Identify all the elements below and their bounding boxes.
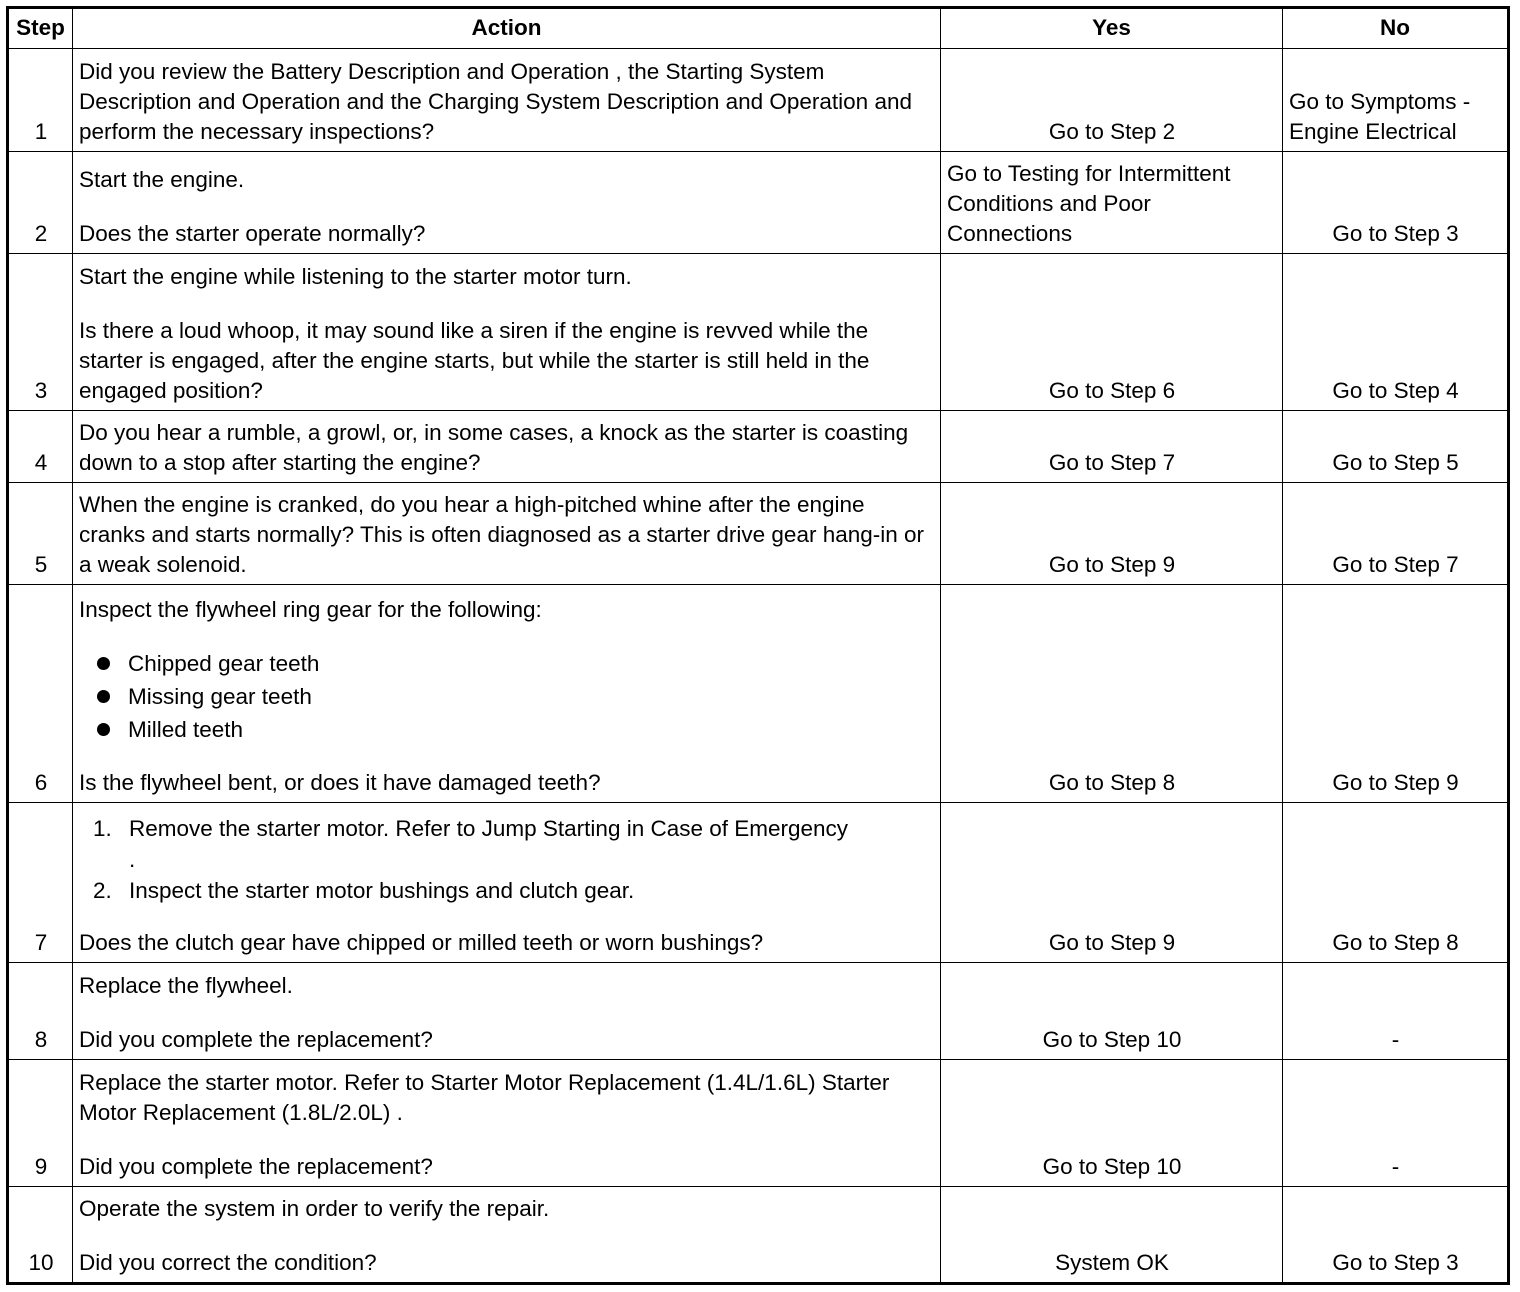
step-number: 3 — [8, 254, 73, 411]
bullet-list — [79, 647, 935, 746]
action-question: Does the starter operate normally? — [79, 221, 426, 246]
table-row — [8, 411, 1509, 483]
yes-link[interactable]: Go to Step 2 — [941, 49, 1283, 152]
yes-link[interactable]: Go to Step 10 — [941, 1060, 1283, 1187]
action-cell — [73, 152, 941, 254]
no-link[interactable]: Go to Symptoms - Engine Electrical — [1283, 49, 1509, 152]
step-number: 9 — [8, 1060, 73, 1187]
table-row — [8, 803, 1509, 963]
no-link[interactable]: Go to Step 3 — [1283, 152, 1509, 254]
action-text: Do you hear a rumble, a growl, or, in some cases, a knock as the starter is coasting down to a stop after starting the engine? — [79, 420, 909, 475]
action-question: Is there a loud whoop, it may sound like a siren if the engine is revved while the starter is engaged, after the engine starts, but while the starter is still held in the engaged position? — [79, 318, 870, 403]
yes-link[interactable]: Go to Step 7 — [941, 411, 1283, 483]
action-text: Start the engine while listening to the starter motor turn. — [79, 264, 632, 289]
yes-link[interactable]: Go to Step 10 — [941, 963, 1283, 1060]
action-text: When the engine is cranked, do you hear a high-pitched whine after the engine cranks and starts normally? This is often diagnosed as a starter drive gear hang-in or a weak solenoid. — [79, 492, 925, 577]
header-row — [8, 8, 1509, 49]
action-text: Inspect the flywheel ring gear for the following: — [79, 597, 542, 622]
step-number: 1 — [8, 49, 73, 152]
step-number: 4 — [8, 411, 73, 483]
no-link: - — [1283, 963, 1509, 1060]
action-cell — [73, 803, 941, 963]
table-row — [8, 49, 1509, 152]
header-yes: Yes — [941, 8, 1283, 49]
header-action: Action — [73, 8, 941, 49]
table-row — [8, 963, 1509, 1060]
action-cell — [73, 483, 941, 585]
action-question: Did you complete the replacement? — [79, 1154, 433, 1179]
action-text: Did you review the Battery Description and Operation , the Starting System Description and Operation and the Charging System Description and Operation and perform the necessary inspections? — [79, 59, 912, 144]
list-item — [79, 875, 935, 906]
action-question: Does the clutch gear have chipped or milled teeth or worn bushings? — [79, 930, 764, 955]
table-row — [8, 152, 1509, 254]
yes-link[interactable]: Go to Step 8 — [941, 585, 1283, 803]
yes-link: System OK — [941, 1187, 1283, 1284]
no-link[interactable]: Go to Step 9 — [1283, 585, 1509, 803]
table-row — [8, 254, 1509, 411]
header-no: No — [1283, 8, 1509, 49]
step-number: 6 — [8, 585, 73, 803]
yes-link[interactable]: Go to Step 9 — [941, 483, 1283, 585]
list-item: Chipped gear teeth — [79, 647, 935, 680]
header-step: Step — [8, 8, 73, 49]
list-item: Missing gear teeth — [79, 680, 935, 713]
action-text: Operate the system in order to verify the repair. — [79, 1196, 550, 1221]
step-number: 7 — [8, 803, 73, 963]
action-question: Did you correct the condition? — [79, 1250, 377, 1275]
step-number: 10 — [8, 1187, 73, 1284]
list-item: Milled teeth — [79, 713, 935, 746]
action-text: Start the engine. — [79, 167, 245, 192]
list-text: Remove the starter motor. Refer to Jump Starting in Case of Emergency — [129, 816, 849, 841]
action-cell — [73, 963, 941, 1060]
yes-link[interactable]: Go to Step 6 — [941, 254, 1283, 411]
action-cell — [73, 49, 941, 152]
action-question: Did you complete the replacement? — [79, 1027, 433, 1052]
action-cell — [73, 585, 941, 803]
step-number: 5 — [8, 483, 73, 585]
list-number: 2. — [93, 878, 112, 903]
no-link[interactable]: Go to Step 7 — [1283, 483, 1509, 585]
action-question: Is the flywheel bent, or does it have damaged teeth? — [79, 770, 601, 795]
no-link[interactable]: Go to Step 4 — [1283, 254, 1509, 411]
table-row — [8, 585, 1509, 803]
no-link: - — [1283, 1060, 1509, 1187]
table-row — [8, 1187, 1509, 1284]
list-item — [79, 813, 935, 875]
action-cell — [73, 254, 941, 411]
action-text: Replace the starter motor. Refer to Starter Motor Replacement (1.4L/1.6L) Starter Motor Replacement (1.8L/2.0L) . — [79, 1070, 890, 1125]
action-cell — [73, 1060, 941, 1187]
no-link[interactable]: Go to Step 8 — [1283, 803, 1509, 963]
table-row — [8, 483, 1509, 585]
step-number: 2 — [8, 152, 73, 254]
list-number: 1. — [93, 816, 112, 841]
table-row — [8, 1060, 1509, 1187]
yes-link[interactable]: Go to Step 9 — [941, 803, 1283, 963]
action-cell — [73, 411, 941, 483]
yes-link[interactable]: Go to Testing for Intermittent Conditions and Poor Connections — [941, 152, 1283, 254]
action-cell — [73, 1187, 941, 1284]
step-number: 8 — [8, 963, 73, 1060]
diagnostic-table — [6, 6, 1510, 1285]
no-link[interactable]: Go to Step 3 — [1283, 1187, 1509, 1284]
no-link[interactable]: Go to Step 5 — [1283, 411, 1509, 483]
action-text: Replace the flywheel. — [79, 973, 293, 998]
list-text-continued: . — [129, 847, 136, 872]
list-text: Inspect the starter motor bushings and clutch gear. — [129, 878, 635, 903]
numbered-list — [79, 813, 935, 906]
